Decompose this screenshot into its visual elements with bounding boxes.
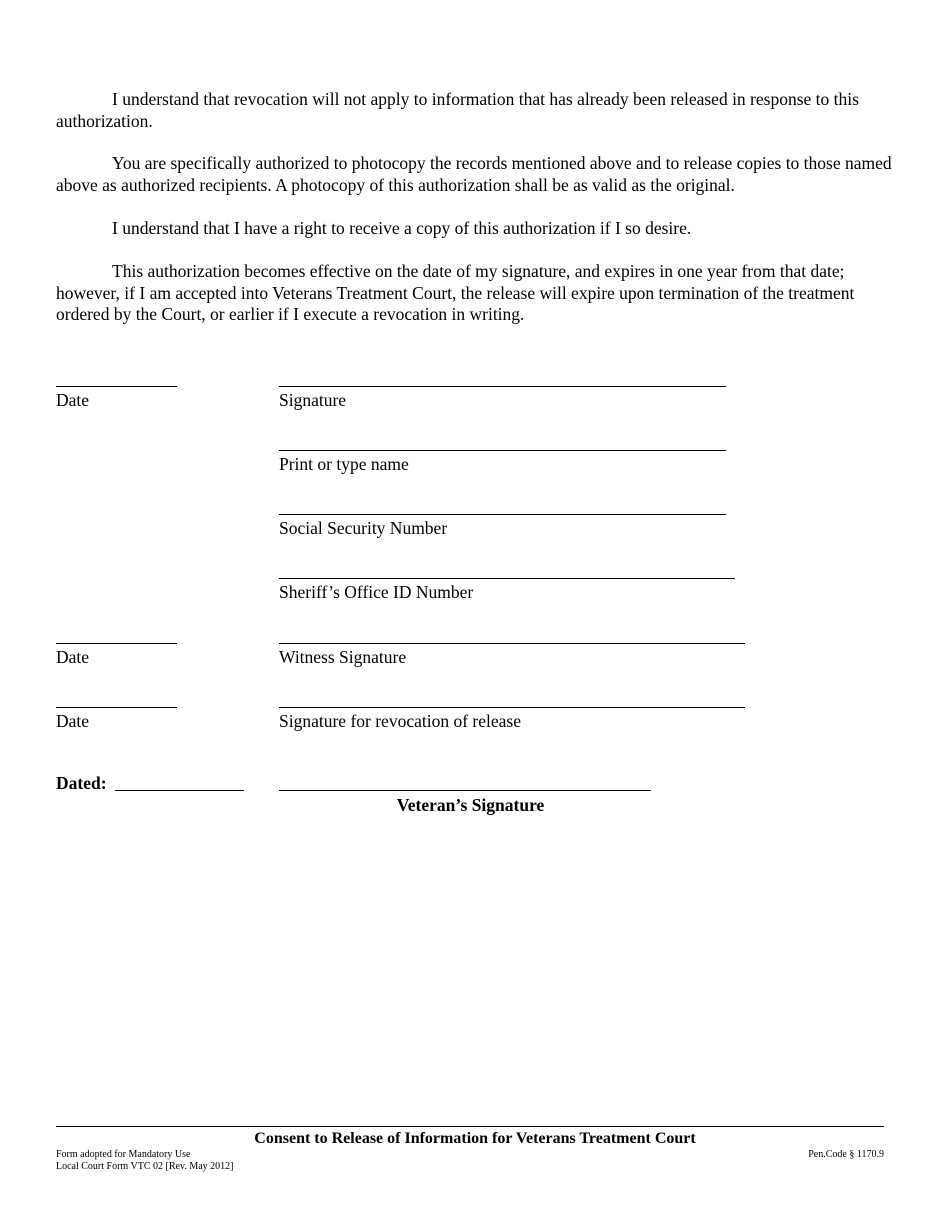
footer-mandatory-use: Form adopted for Mandatory Use <box>56 1149 191 1160</box>
witness-signature-line[interactable] <box>279 643 745 644</box>
signature-label: Signature <box>279 390 347 410</box>
date-label-1: Date <box>56 390 90 410</box>
dated-line[interactable] <box>115 790 244 791</box>
paragraph-revocation: I understand that revocation will not apply to information that has already been released in response to this authorization. <box>56 89 859 131</box>
dated-label: Dated: <box>56 773 107 793</box>
paragraph-copy-right: I understand that I have a right to receive a copy of this authorization if I so desire. <box>112 218 692 238</box>
footer-penal-code: Pen.Code § 1170.9 <box>808 1149 884 1160</box>
veteran-signature-label: Veteran’s Signature <box>396 795 545 815</box>
ssn-line[interactable] <box>279 514 726 515</box>
footer-divider <box>56 1126 884 1127</box>
sheriff-id-line[interactable] <box>279 578 735 579</box>
revocation-signature-line[interactable] <box>279 707 745 708</box>
date-label-2: Date <box>56 647 90 667</box>
date-line-3[interactable] <box>56 707 177 708</box>
revocation-signature-label: Signature for revocation of release <box>279 711 521 731</box>
footer-form-title: Consent to Release of Information for Veterans Treatment Court <box>254 1130 696 1147</box>
ssn-label: Social Security Number <box>279 518 448 538</box>
sheriff-id-label: Sheriff’s Office ID Number <box>279 582 474 602</box>
paragraph-photocopy: You are specifically authorized to photocopy the records mentioned above and to release copies to those named above as authorized recipients. A photocopy of this authorization shall be as valid as the original. <box>56 153 892 195</box>
signature-line[interactable] <box>279 386 726 387</box>
witness-signature-label: Witness Signature <box>279 647 407 667</box>
footer-form-number: Local Court Form VTC 02 [Rev. May 2012] <box>56 1161 234 1172</box>
date-line-2[interactable] <box>56 643 177 644</box>
veteran-signature-line[interactable] <box>279 790 651 791</box>
print-name-label: Print or type name <box>279 454 409 474</box>
date-line-1[interactable] <box>56 386 177 387</box>
print-name-line[interactable] <box>279 450 726 451</box>
paragraph-effective-date: This authorization becomes effective on the date of my signature, and expires in one year from that date; however, if I am accepted into Veterans Treatment Court, the release will expire upon termination of the treatment ordered by the Court, or earlier if I execute a revocation in writing. <box>56 261 855 324</box>
date-label-3: Date <box>56 711 90 731</box>
